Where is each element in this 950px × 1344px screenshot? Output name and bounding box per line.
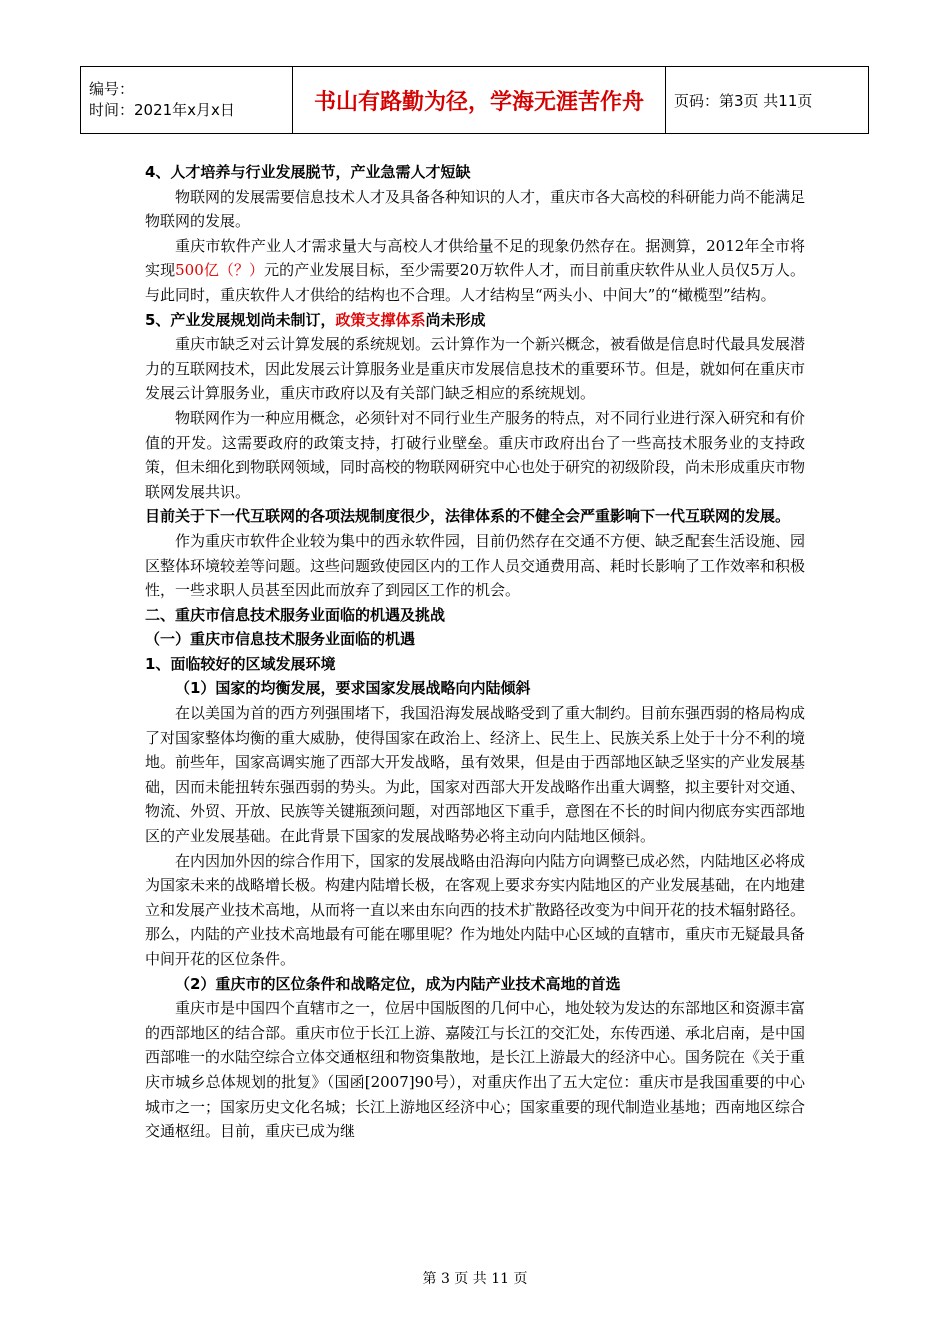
section-heading-two: 二、重庆市信息技术服务业面临的机遇及挑战 (145, 605, 446, 624)
paragraph-7: 在内因加外因的综合作用下，国家的发展战略由沿海向内陆方向调整已成必然，内陆地区必将成为国家未来的战略增长极。构建内陆增长极，在客观上要求夯实内陆地区的产业发展基础，在内地建立和发展产业技术高地，从而将一直以来由东向西的技术扩散路径改变为中间开花的技术辐射路径。那么，内陆的产业技术高地最有可能在哪里呢？作为地处内陆中心区域的直辖市，重庆市无疑最具备中间开花的区位条件。 (145, 851, 806, 968)
document-number-label: 编号： (89, 80, 135, 98)
paragraph-3: 重庆市缺乏对云计算发展的系统规划。云计算作为一个新兴概念，被看做是信息时代最具发展潜力的互联网技术，因此发展云计算服务业是重庆市发展信息技术的重要环节。但是，就如何在重庆市发展云计算服务业，重庆市政府以及有关部门缺乏相应的系统规划。 (145, 335, 806, 403)
paragraph-8: 重庆市是中国四个直辖市之一，位居中国版图的几何中心，地处较为发达的东部地区和资源丰富的西部地区的结合部。重庆市位于长江上游、嘉陵江与长江的交汇处，东传西递、承北启南，是中国西部唯一的水陆空综合立体交通枢纽和物资集散地，是长江上游最大的经济中心。国务院在《关于重庆市城乡总体规划的批复》（国函[2007]90号），对重庆作出了五大定位：重庆市是我国重要的中心城市之一；国家历史文化名城；长江上游地区经济中心；国家重要的现代制造业基地；西南地区综合交通枢纽。目前，重庆已成为继 (145, 999, 806, 1141)
paragraph-2 (145, 234, 805, 308)
document-body (145, 160, 805, 1144)
document-header (80, 66, 869, 134)
subsection-heading-1-1: （1）国家的均衡发展，要求国家发展战略向内陆倾斜 (175, 679, 531, 698)
paragraph-5: 作为重庆市软件企业较为集中的西永软件园，目前仍然存在交通不方便、缺乏配套生活设施、园区整体环境较差等问题。这些问题致使园区内的工作人员交通费用高、耗时长影响了工作效率和积极性，一些求职人员甚至因此而放弃了到园区工作的机会。 (145, 531, 806, 600)
paragraph-2-highlight: 500亿（？） (175, 261, 265, 280)
paragraph-6: 在以美国为首的西方列强围堵下，我国沿海发展战略受到了重大制约。目前东强西弱的格局构成了对国家整体均衡的重大威胁，使得国家在政治上、经济上、民生上、民族关系上处于十分不利的境地。前些年，国家高调实施了西部大开发战略，虽有效果，但是由于西部地区缺乏坚实的产业发展基础，因而未能扭转东强西弱的势头。为此，国家对西部大开发战略作出重大调整，拟主要针对交通、物流、外贸、开放、民族等关键瓶颈问题，对西部地区下重手，意图在不长的时间内彻底夯实西部地区的产业发展基础。在此背景下国家的发展战略势必将主动向内陆地区倾斜。 (145, 704, 806, 846)
header-meta-cell (81, 67, 293, 134)
page-footer: 第 3 页 共 11 页 (422, 1271, 528, 1287)
paragraph-4: 物联网作为一种应用概念，必须针对不同行业生产服务的特点，对不同行业进行深入研究和有价值的开发。这需要政府的政策支持，打破行业壁垒。重庆市政府出台了一些高技术服务业的支持政策，但未细化到物联网领域，同时高校的物联网研究中心也处于研究的初级阶段，尚未形成重庆市物联网发展共识。 (145, 408, 806, 501)
header-page-info: 页码：第3页 共11页 (666, 67, 869, 134)
paragraph-1: 物联网的发展需要信息技术人才及具备各种知识的人才，重庆市各大高校的科研能力尚不能满足物联网的发展。 (145, 187, 806, 231)
heading-5-highlight: 政策支撑体系 (335, 310, 426, 329)
subsection-heading-1-2: （2）重庆市的区位条件和战略定位，成为内陆产业技术高地的首选 (175, 974, 621, 993)
paragraph-2-text-b: 元的产业发展目标，至少需要20万软件人才，而目前重庆软件从业人员仅5万人。与此同时，重庆软件人才供给的结构也不合理。人才结构呈“两头小、中间大”的“橄榄型”结构。 (145, 261, 805, 304)
paragraph-2-text-a: 重庆市软件产业人才需求量大与高校人才供给量不足的现象仍然存在。据测算，2012年全市将实现 (145, 236, 805, 280)
subsection-heading-one: （一）重庆市信息技术服务业面临的机遇 (145, 630, 416, 649)
bold-paragraph: 目前关于下一代互联网的各项法规制度很少，法律体系的不健全会严重影响下一代互联网的发展。 (145, 507, 791, 526)
section-heading-5 (145, 308, 805, 333)
document-date-label: 时间：2021年x月x日 (89, 101, 235, 119)
header-motto: 书山有路勤为径，学海无涯苦作舟 (293, 67, 666, 134)
heading-5-text-b: 尚未形成 (425, 310, 486, 329)
heading-5-text-a: 5、产业发展规划尚未制订， (145, 310, 336, 329)
section-heading-4: 4、人才培养与行业发展脱节，产业急需人才短缺 (145, 163, 471, 181)
subsection-heading-1: 1、面临较好的区域发展环境 (145, 654, 336, 673)
